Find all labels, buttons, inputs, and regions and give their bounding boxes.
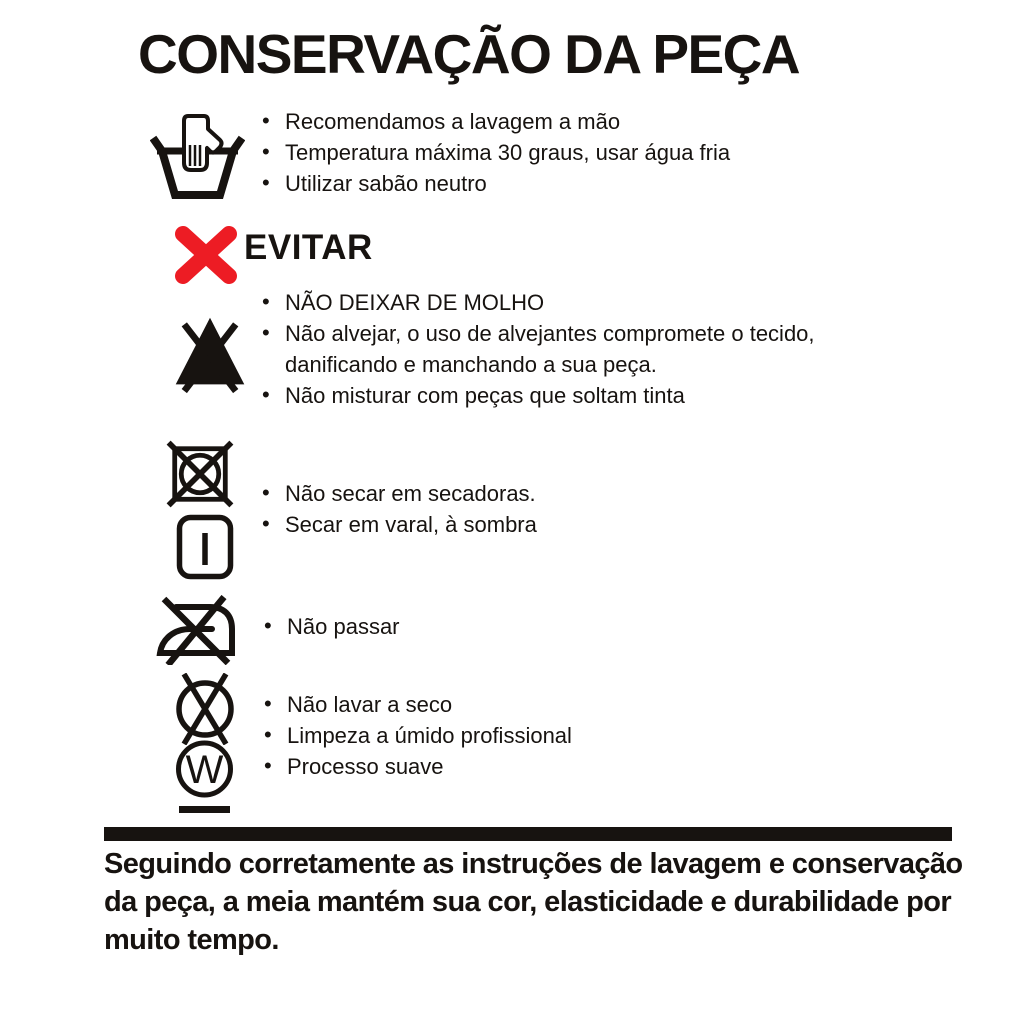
list-item: • Temperatura máxima 30 graus, usar água fria xyxy=(260,137,870,168)
list-item: • Recomendamos a lavagem a mão xyxy=(260,106,870,137)
do-not-tumble-dry-icon xyxy=(166,440,234,508)
list-item: • Não passar xyxy=(262,611,872,642)
wash-instructions-list xyxy=(260,106,870,199)
list-item: • Utilizar sabão neutro xyxy=(260,168,870,199)
avoid-heading: EVITAR xyxy=(244,228,373,267)
wet-clean-gentle-icon xyxy=(171,740,238,814)
red-x-icon xyxy=(174,226,238,284)
do-not-bleach-icon xyxy=(170,310,250,394)
drying-instructions-list xyxy=(260,478,870,540)
list-item: • Não misturar com peças que soltam tinta xyxy=(260,380,870,411)
cleaning-instructions-list xyxy=(262,689,872,782)
hand-wash-icon xyxy=(150,114,245,206)
list-item: • Não lavar a seco xyxy=(262,689,872,720)
list-item: • Não alvejar, o uso de alvejantes compromete o tecido, danificando e manchando a sua peça. xyxy=(260,318,870,380)
svg-text:W: W xyxy=(185,748,224,792)
ironing-instructions-list xyxy=(262,611,872,642)
bleach-warnings-list xyxy=(260,287,870,411)
list-item: • Não secar em secadoras. xyxy=(260,478,870,509)
do-not-iron-icon xyxy=(154,595,244,665)
footer-line: da peça, a meia mantém sua cor, elasticidade e durabilidade por xyxy=(104,886,952,918)
footer-line: muito tempo. xyxy=(104,924,279,956)
footer-note xyxy=(104,845,1004,959)
list-item: • Secar em varal, à sombra xyxy=(260,509,870,540)
list-item: • Limpeza a úmido profissional xyxy=(262,720,872,751)
divider-bar xyxy=(104,827,952,841)
page-title: CONSERVAÇÃO DA PEÇA xyxy=(138,23,800,85)
list-item: • NÃO DEIXAR DE MOLHO xyxy=(260,287,870,318)
footer-line: Seguindo corretamente as instruções de lavagem e conservação xyxy=(104,848,963,880)
line-dry-icon xyxy=(176,514,234,580)
do-not-dry-clean-icon xyxy=(172,673,238,745)
list-item: • Processo suave xyxy=(262,751,872,782)
